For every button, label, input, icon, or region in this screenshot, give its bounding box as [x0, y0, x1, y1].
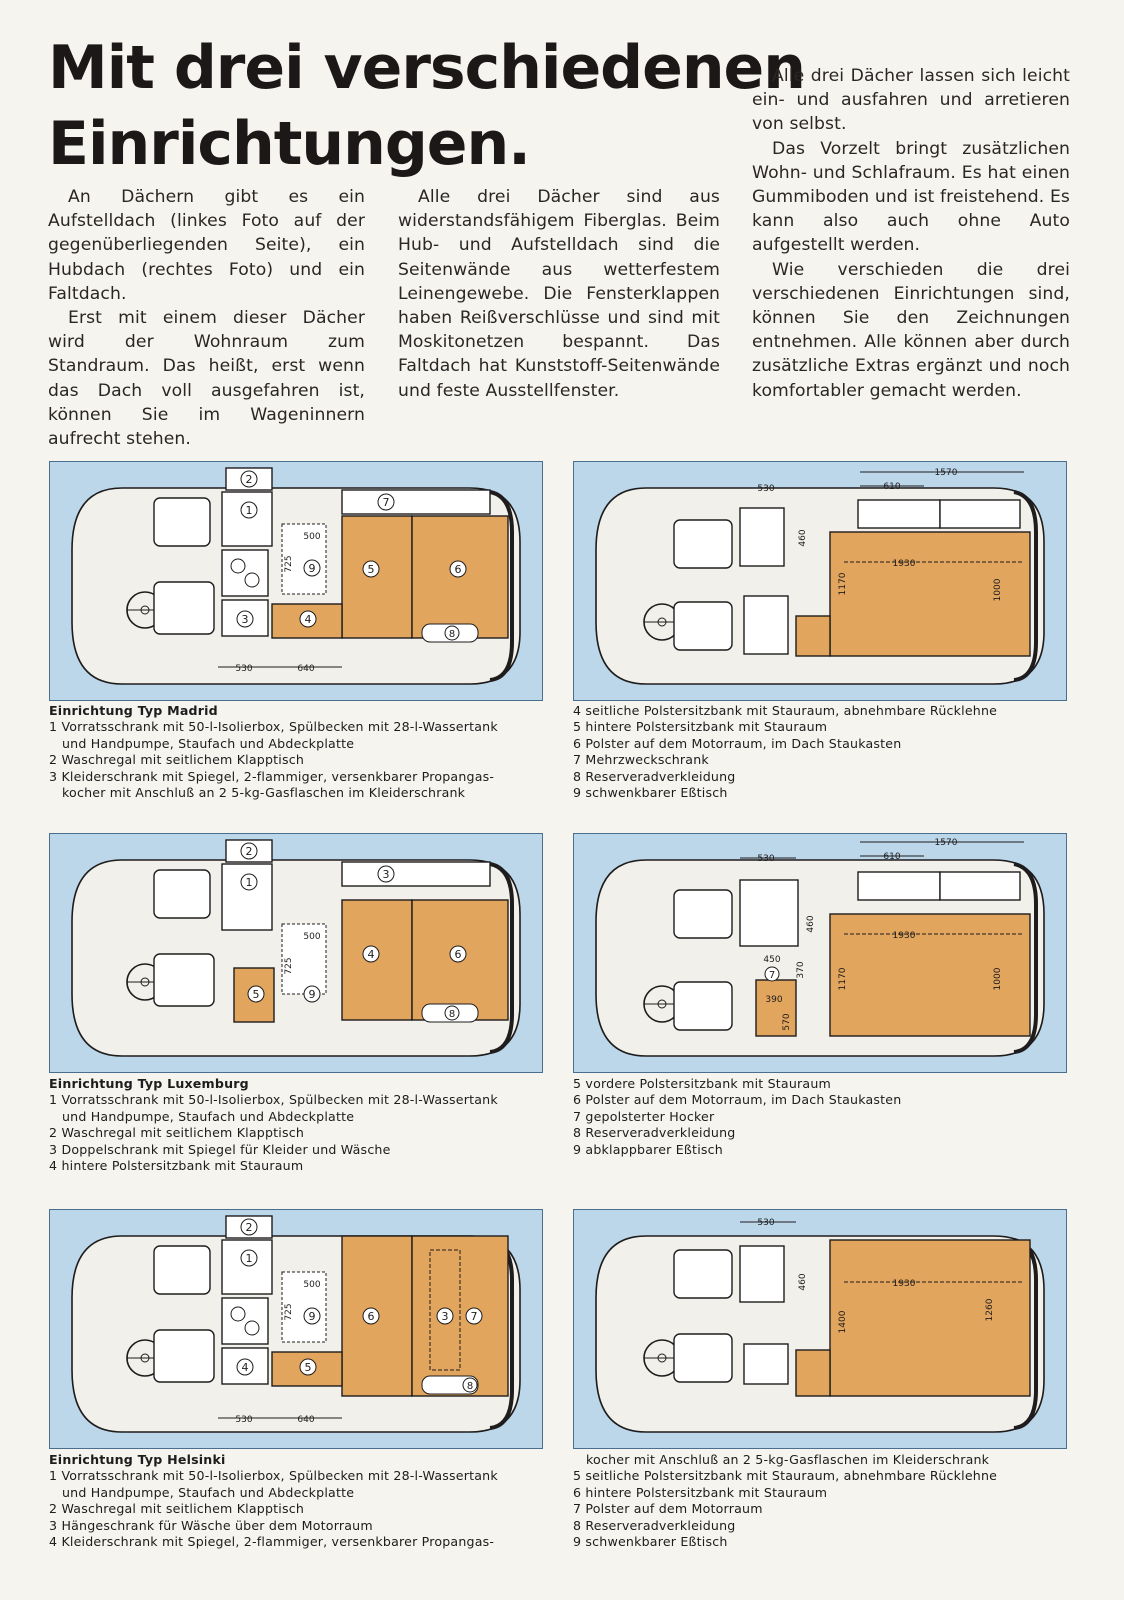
legend-title: Einrichtung Typ Helsinki [49, 1452, 226, 1467]
legend-title: Einrichtung Typ Luxemburg [49, 1076, 249, 1091]
plan-label: 450 [763, 955, 781, 965]
marker-4: 4 [304, 613, 312, 626]
plan-label: 3 [441, 1310, 449, 1323]
stove-icon [222, 1298, 268, 1344]
cushion-5 [342, 516, 412, 638]
madrid-legend-left [49, 703, 549, 801]
plan-label: 1000 [993, 967, 1003, 991]
intro-paragraph: Alle drei Dächer sind aus widerstandsfähigem Fiberglas. Beim Hub- und Aufstelldach sind die Seitenwände aus wetterfestem Leinengewebe. Die Fensterklappen haben Reißverschlüsse und sind mit Moskitonetzen bespannt. Das Faltdach hat Kunststoff-Seitenwände und feste Ausstellfenster. [398, 187, 720, 401]
helsinki-floorplan [49, 1209, 543, 1449]
legend-item-continued: und Handpumpe, Staufach und Abdeckplatte [62, 1108, 355, 1124]
legend-item: 8 Reserveradverkleidung [573, 768, 736, 784]
luxemburg-dimension-plan [573, 833, 1067, 1073]
plan-label: 1170 [838, 572, 848, 596]
legend-item: kocher mit Anschluß an 2 5-kg-Gasflaschen im Kleiderschrank [586, 1452, 990, 1467]
legend-item-continued: und Handpumpe, Staufach und Abdeckplatte [62, 735, 355, 751]
plan-label: 3 [382, 868, 390, 881]
plan-label: 1930 [892, 1279, 916, 1289]
plan-label: 640 [297, 1415, 315, 1425]
plan-label: 725 [284, 1303, 294, 1321]
helsinki-legend-right [573, 1452, 1066, 1550]
dim-500: 500 [303, 532, 321, 542]
legend-item: 1 Vorratsschrank mit 50-l-Isolierbox, Spülbecken mit 28-l-Wassertank [49, 1092, 498, 1108]
legend-item: 8 Reserveradverkleidung [573, 1125, 736, 1141]
plan-label: 570 [782, 1013, 792, 1031]
legend-item: 3 Hängeschrank für Wäsche über dem Motorraum [49, 1517, 373, 1533]
helsinki-legend-left [49, 1452, 549, 1550]
plan-label: 1570 [934, 468, 958, 478]
intro-paragraph: Alle drei Dächer lassen sich leicht ein- und ausfahren und arretieren von selbst. [752, 66, 1070, 135]
headline-line-1: Mit drei verschiedenen [48, 33, 805, 103]
plan-label: 460 [798, 1273, 808, 1291]
dim-530: 530 [235, 664, 253, 674]
front-seat [154, 582, 214, 634]
legend-title: Einrichtung Typ Madrid [49, 703, 218, 718]
plan-label: 610 [883, 482, 901, 492]
plan-label: 6 [367, 1310, 375, 1323]
madrid-legend-right [573, 703, 1063, 801]
legend-item-continued: kocher mit Anschluß an 2 5-kg-Gasflaschen im Kleiderschrank [62, 785, 466, 801]
plan-label: 7 [470, 1310, 478, 1323]
luxemburg-floorplan [49, 833, 543, 1073]
intro-column-1 [48, 185, 365, 451]
plan-label: 5 [304, 1361, 312, 1374]
legend-item: 4 Kleiderschrank mit Spiegel, 2-flammiger, versenkbarer Propangas- [49, 1534, 495, 1550]
plan-label: 4 [367, 948, 375, 961]
legend-item: 2 Waschregal mit seitlichem Klapptisch [49, 752, 305, 768]
front-seat [154, 498, 210, 546]
plan-label: 460 [798, 529, 808, 547]
plan-label: 1260 [985, 1298, 995, 1322]
legend-item: 5 hintere Polstersitzbank mit Stauraum [573, 719, 828, 735]
plan-label: 1 [245, 1252, 253, 1265]
plan-label: 1930 [892, 559, 916, 569]
plan-label: 8 [466, 1381, 474, 1392]
plan-label: 610 [883, 852, 901, 862]
intro-column-3 [752, 64, 1070, 403]
plan-label: 1570 [934, 838, 958, 848]
legend-item: 6 Polster auf dem Motorraum, im Dach Staukasten [573, 1092, 902, 1108]
plan-label: 9 [308, 988, 316, 1001]
plan-label: 1400 [838, 1310, 848, 1334]
marker-3: 3 [241, 613, 249, 626]
headline-line-2: Einrichtungen. [48, 109, 530, 179]
plan-label: 2 [245, 845, 253, 858]
dim-640: 640 [297, 664, 315, 674]
plan-label: 500 [303, 932, 321, 942]
legend-item: 9 schwenkbarer Eßtisch [573, 785, 728, 801]
plan-label: 9 [308, 1310, 316, 1323]
sink-icon [740, 508, 784, 566]
plan-label: 2 [245, 1221, 253, 1234]
plan-label: 1000 [993, 578, 1003, 602]
dim-725: 725 [284, 555, 294, 573]
marker-9: 9 [308, 562, 316, 575]
plan-label: 1170 [838, 967, 848, 991]
legend-item: 4 seitliche Polstersitzbank mit Stauraum, abnehmbare Rücklehne [573, 703, 998, 718]
legend-item: 1 Vorratsschrank mit 50-l-Isolierbox, Spülbecken mit 28-l-Wassertank [49, 1468, 498, 1484]
plan-label: 530 [757, 854, 775, 864]
legend-item: 3 Doppelschrank mit Spiegel für Kleider und Wäsche [49, 1141, 391, 1157]
madrid-floorplan [49, 461, 543, 701]
plan-label: 530 [757, 1218, 775, 1228]
marker-8: 8 [448, 629, 456, 640]
intro-paragraph: An Dächern gibt es ein Aufstelldach (linkes Foto auf der gegenüberliegenden Seite), ein Hubdach (rechtes Foto) und ein Faltdach. [48, 187, 365, 304]
plan-label: 6 [454, 948, 462, 961]
legend-item: 1 Vorratsschrank mit 50-l-Isolierbox, Spülbecken mit 28-l-Wassertank [49, 719, 498, 735]
stove-icon [222, 550, 268, 596]
legend-item: 8 Reserveradverkleidung [573, 1517, 736, 1533]
intro-paragraph: Wie verschieden die drei verschiedenen Einrichtungen sind, können Sie den Zeichnungen entnehmen. Alle können aber durch zusätzliche Extras ergänzt und noch komfortabler gemacht werden. [752, 259, 1070, 401]
plan-label: 500 [303, 1280, 321, 1290]
legend-item: 5 vordere Polstersitzbank mit Stauraum [573, 1076, 831, 1091]
legend-item: 6 Polster auf dem Motorraum, im Dach Staukasten [573, 735, 902, 751]
luxemburg-legend-left [49, 1076, 549, 1174]
plan-label: 530 [235, 1415, 253, 1425]
legend-item: 2 Waschregal mit seitlichem Klapptisch [49, 1501, 305, 1517]
plan-label: 1 [245, 876, 253, 889]
plan-label: 460 [806, 915, 816, 933]
marker-1: 1 [245, 504, 253, 517]
marker-6: 6 [454, 563, 462, 576]
plan-label: 725 [284, 957, 294, 975]
legend-item-continued: und Handpumpe, Staufach und Abdeckplatte [62, 1484, 355, 1500]
plan-label: 530 [757, 484, 775, 494]
plan-label: 8 [448, 1009, 456, 1020]
intro-paragraph: Das Vorzelt bringt zusätzlichen Wohn- und Schlafraum. Es hat einen Gummiboden und ist freistehend. Es kann also auch ohne Auto aufgestellt werden. [752, 138, 1070, 256]
plan-label: 5 [252, 988, 260, 1001]
legend-item: 9 schwenkbarer Eßtisch [573, 1534, 728, 1550]
intro-column-2 [398, 185, 720, 403]
legend-item: 9 abklappbarer Eßtisch [573, 1141, 723, 1157]
legend-item: 6 hintere Polstersitzbank mit Stauraum [573, 1484, 828, 1500]
plan-label: 370 [796, 961, 806, 979]
legend-item: 7 gepolsterter Hocker [573, 1108, 715, 1124]
headline [48, 30, 805, 182]
marker-2: 2 [245, 473, 253, 486]
madrid-dimension-plan [573, 461, 1067, 701]
plan-label: 7 [768, 970, 776, 981]
legend-item: 7 Polster auf dem Motorraum [573, 1501, 763, 1517]
plan-label: 390 [765, 995, 783, 1005]
legend-item: 5 seitliche Polstersitzbank mit Stauraum, abnehmbare Rücklehne [573, 1468, 998, 1484]
legend-item: 4 hintere Polstersitzbank mit Stauraum [49, 1158, 304, 1174]
legend-item: 7 Mehrzweckschrank [573, 752, 709, 768]
legend-item: 2 Waschregal mit seitlichem Klapptisch [49, 1125, 305, 1141]
marker-7: 7 [382, 496, 390, 509]
plan-label: 4 [241, 1361, 249, 1374]
legend-item: 3 Kleiderschrank mit Spiegel, 2-flammiger, versenkbarer Propangas- [49, 768, 495, 784]
plan-label: 1930 [892, 931, 916, 941]
marker-5: 5 [367, 563, 375, 576]
luxemburg-legend-right [573, 1076, 1063, 1158]
intro-paragraph: Erst mit einem dieser Dächer wird der Wohnraum zum Standraum. Das heißt, erst wenn das Dach voll ausgefahren ist, können Sie im Wageninnern aufrecht stehen. [48, 308, 365, 450]
helsinki-dimension-plan [573, 1209, 1067, 1449]
